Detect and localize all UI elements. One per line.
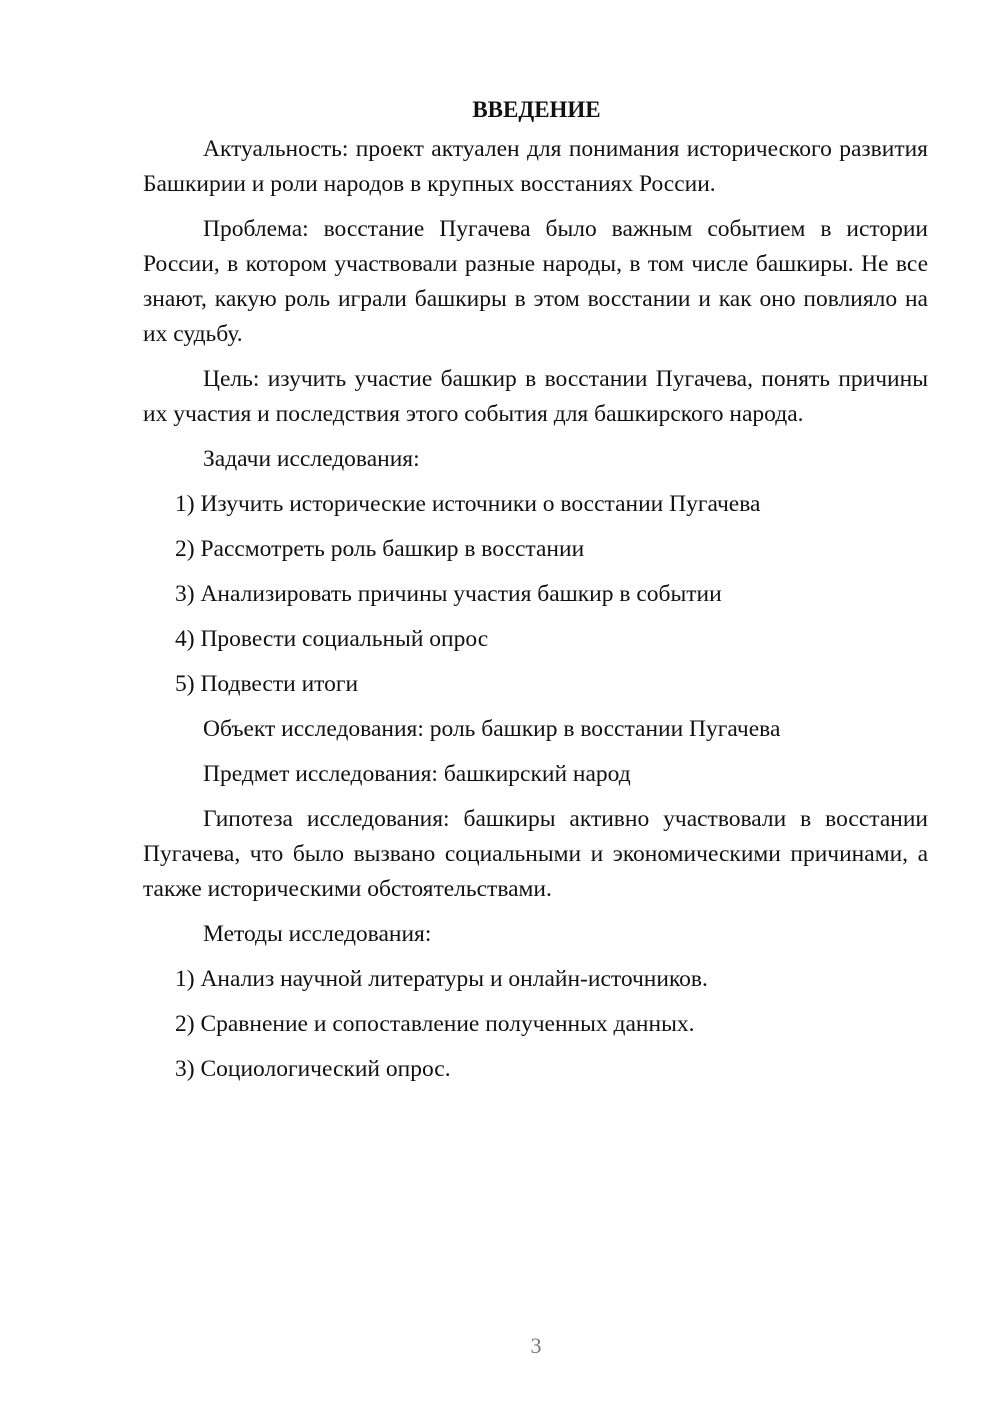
tasks-list [143, 487, 928, 702]
subject-paragraph: Предмет исследования: башкирский народ [203, 761, 631, 787]
methods-heading: Методы исследования: [203, 921, 432, 947]
object-paragraph: Объект исследования: роль башкир в восстании Пугачева [203, 716, 781, 742]
list-item: 2) Сравнение и сопоставление полученных данных. [175, 1011, 695, 1037]
hypothesis-paragraph: Гипотеза исследования: башкиры активно участвовали в восстании Пугачева, что было вызвано социальными и экономическими причинами, а также историческими обстоятельствами. [143, 806, 928, 902]
tasks-heading: Задачи исследования: [203, 446, 420, 472]
list-item: 1) Изучить исторические источники о восстании Пугачева [175, 491, 761, 517]
methods-list [143, 962, 928, 1087]
page-title: ВВЕДЕНИЕ [472, 97, 601, 122]
relevance-paragraph: Актуальность: проект актуален для понимания исторического развития Башкирии и роли народов в крупных восстаниях России. [143, 136, 928, 197]
list-item: 2) Рассмотреть роль башкир в восстании [175, 536, 585, 562]
list-item: 3) Социологический опрос. [175, 1056, 451, 1082]
document-body [143, 92, 928, 1097]
list-item: 4) Провести социальный опрос [175, 626, 489, 652]
page-number: 3 [530, 1333, 542, 1358]
list-item: 1) Анализ научной литературы и онлайн-источников. [175, 966, 708, 992]
problem-paragraph: Проблема: восстание Пугачева было важным событием в истории России, в котором участвовали разные народы, в том числе башкиры. Не все знают, какую роль играли башкиры в этом восстании и как оно повлияло на их судьбу. [143, 216, 928, 347]
list-item: 3) Анализировать причины участия башкир в событии [175, 581, 722, 607]
goal-paragraph: Цель: изучить участие башкир в восстании Пугачева, понять причины их участия и последствия этого события для башкирского народа. [143, 366, 928, 427]
list-item: 5) Подвести итоги [175, 671, 359, 697]
